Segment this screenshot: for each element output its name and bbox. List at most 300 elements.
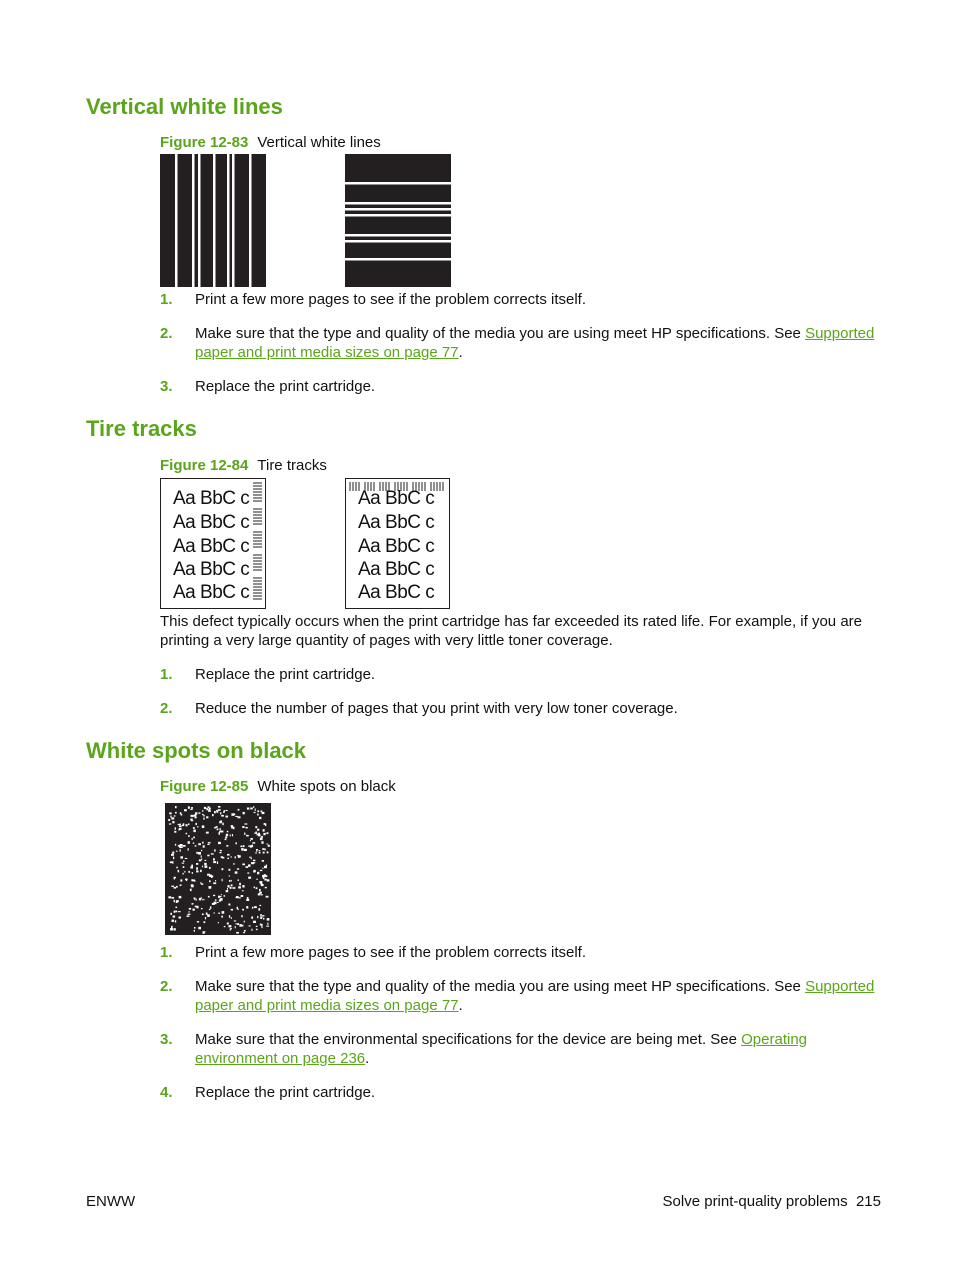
white-spot [259, 817, 261, 819]
white-spot [198, 843, 201, 845]
white-spot [248, 864, 251, 866]
figure-title: Vertical white lines [257, 134, 381, 151]
white-spot [241, 895, 244, 897]
white-spot [191, 807, 193, 809]
white-spot [213, 895, 215, 896]
white-spot [259, 889, 261, 891]
heading-tire-tracks: Tire tracks [86, 416, 197, 441]
white-spot [251, 929, 252, 931]
white-spot [266, 832, 268, 834]
white-spot [173, 852, 174, 853]
white-spot [176, 886, 178, 888]
white-spot [217, 861, 218, 864]
sample-text: Aa BbC c [173, 582, 250, 603]
white-spot [260, 918, 262, 919]
white-spot [261, 836, 263, 838]
white-spot [237, 909, 239, 910]
white-spot [265, 878, 266, 880]
white-spot [246, 899, 249, 901]
white-spot [256, 852, 257, 854]
white-spot [198, 852, 201, 855]
white-spot [180, 856, 183, 858]
tire-track-marks [252, 481, 263, 606]
white-spot [214, 827, 216, 828]
white-spot [192, 872, 193, 874]
white-spot [186, 824, 188, 826]
figure-caption-12-83 [160, 134, 381, 152]
sample-text: Aa BbC c [173, 536, 250, 557]
white-spot [191, 820, 194, 821]
white-spot [236, 897, 239, 898]
heading-vertical-white-lines: Vertical white lines [86, 94, 283, 119]
footer-right [663, 1193, 881, 1211]
white-spot [205, 865, 208, 868]
figure-title: White spots on black [257, 778, 396, 795]
white-spot [250, 840, 251, 841]
white-spot [244, 930, 246, 932]
white-spot [258, 833, 260, 836]
white-spot [202, 825, 205, 828]
white-spot [174, 887, 176, 889]
white-spot [260, 916, 262, 917]
white-spot [170, 816, 171, 818]
link-supported-paper[interactable]: Supported paper and print media sizes on page 77 [195, 325, 875, 361]
white-spot [206, 816, 208, 818]
white-spot [214, 849, 215, 851]
white-spot [209, 909, 211, 910]
white-spot [221, 815, 224, 817]
list-item: 1. Print a few more pages to see if the problem corrects itself. [160, 291, 587, 308]
white-spot [259, 905, 261, 906]
white-spot [211, 876, 212, 878]
white-spot [175, 920, 176, 922]
white-spot [259, 850, 261, 851]
white-spot [204, 807, 206, 809]
white-spot [260, 870, 262, 871]
white-spot [261, 924, 263, 926]
white-spot [168, 896, 171, 898]
white-spot [212, 814, 214, 816]
white-spot [267, 879, 270, 881]
white-spot [179, 846, 181, 848]
white-spot [201, 883, 203, 884]
white-spot [267, 843, 268, 844]
sample-text: Aa BbC c [173, 559, 250, 580]
white-spot [236, 842, 237, 844]
white-spot [227, 923, 229, 925]
list-item: 1. Replace the print cartridge. [160, 666, 376, 683]
link-supported-paper[interactable]: Supported paper and print media sizes on page 77 [195, 978, 875, 1014]
white-spot [201, 855, 202, 857]
white-spot [183, 873, 184, 875]
white-spot [258, 893, 261, 895]
white-spot [219, 821, 222, 823]
white-spot [238, 886, 241, 888]
white-spot [222, 868, 224, 870]
white-spot [196, 899, 197, 901]
sample-text: Aa BbC c [173, 488, 250, 509]
white-spot [260, 923, 261, 925]
white-spot [229, 915, 230, 918]
heading-white-spots-on-black: White spots on black [86, 738, 307, 763]
white-spot [208, 806, 210, 808]
white-spot [243, 932, 245, 933]
white-spot [262, 812, 265, 814]
white-spot [257, 810, 259, 812]
white-spot [218, 806, 220, 808]
white-spot [196, 863, 198, 865]
white-spot [267, 923, 268, 925]
white-spot [263, 852, 265, 854]
white-spot [221, 894, 222, 895]
white-spot [207, 914, 210, 917]
white-spot [239, 883, 241, 886]
white-spot [226, 890, 229, 892]
white-spot [175, 812, 177, 814]
white-spot [233, 863, 235, 864]
white-spot [250, 845, 252, 847]
white-spot [223, 812, 225, 813]
white-spot [191, 879, 193, 881]
white-spot [256, 879, 258, 880]
white-spot [204, 921, 206, 923]
white-spot [215, 880, 216, 881]
white-spot [238, 897, 241, 898]
white-spot [258, 908, 260, 910]
white-spot [202, 914, 204, 916]
white-spot [169, 823, 171, 824]
white-spot [188, 911, 190, 912]
white-spot [174, 815, 176, 816]
white-spot [263, 829, 265, 831]
white-spot [224, 810, 226, 811]
white-spot [227, 854, 230, 856]
white-spot [182, 863, 184, 864]
white-spot [188, 848, 189, 850]
white-spot [188, 806, 190, 808]
white-spot [253, 860, 256, 862]
white-spot [251, 916, 253, 918]
white-spot [253, 806, 254, 808]
white-spot [183, 861, 185, 862]
white-spot [257, 916, 258, 918]
white-spot [229, 875, 230, 876]
white-spot [227, 888, 228, 890]
figure-caption-12-85 [160, 778, 396, 796]
horizontal-lines-sample-image [345, 154, 451, 287]
white-spot [257, 829, 259, 831]
white-spot [236, 923, 237, 925]
white-spot [249, 925, 251, 926]
white-spot [238, 880, 240, 881]
white-spot [254, 906, 256, 908]
white-spot [176, 911, 178, 913]
white-spot [194, 927, 196, 929]
white-spot [241, 925, 244, 927]
white-spot [201, 908, 203, 909]
link-operating-environment[interactable]: Operating environment on page 236 [195, 1031, 808, 1067]
white-spot [172, 920, 175, 922]
white-spot [256, 926, 258, 927]
white-spot [245, 823, 248, 824]
white-spot [194, 814, 197, 816]
white-spot [174, 877, 176, 878]
white-spot [208, 809, 210, 811]
page-number: 215 [855, 1193, 881, 1210]
white-spot [240, 846, 242, 848]
white-spot [211, 853, 214, 854]
white-spot [196, 870, 199, 872]
white-spot [230, 880, 231, 882]
white-spot [244, 833, 245, 835]
white-spot [230, 887, 232, 889]
white-spot [188, 914, 191, 915]
white-spot [242, 826, 244, 828]
white-spot [227, 831, 229, 833]
list-item: 3. Replace the print cartridge. [160, 378, 376, 395]
white-spot [206, 808, 208, 810]
white-spot [184, 871, 185, 873]
list-item: 2. Make sure that the type and quality of the media you are using meet HP specifications. See Supported paper and print media sizes on page 77. [160, 978, 875, 1014]
footer-section-title: Solve print-quality problems [662, 1193, 848, 1210]
white-spot [175, 806, 177, 808]
list-item: 3. Make sure that the environmental specifications for the device are being met. See Operating environment on page 236. [160, 1031, 808, 1067]
white-spot [252, 842, 255, 843]
white-spot [266, 896, 269, 898]
white-spot [220, 812, 221, 814]
white-spot [171, 886, 174, 887]
figure-number: Figure 12-84 [160, 457, 249, 474]
white-spot [180, 824, 181, 826]
white-spot [194, 930, 195, 932]
white-spot [218, 809, 221, 811]
white-spot [243, 812, 245, 814]
white-spot [173, 916, 176, 918]
white-spot [213, 882, 216, 884]
white-spot [262, 868, 263, 869]
white-spot [220, 852, 222, 853]
white-spot [250, 808, 253, 810]
figure-caption-12-84 [160, 457, 327, 475]
white-spot [198, 927, 201, 930]
white-spot [251, 858, 252, 859]
white-spot [189, 908, 191, 910]
figure-number: Figure 12-83 [160, 134, 249, 151]
white-spot [214, 912, 215, 913]
white-spot [172, 821, 174, 823]
white-spot [255, 809, 256, 812]
white-spot [230, 834, 231, 836]
white-spot [174, 911, 176, 913]
white-spot [196, 852, 198, 854]
white-spot [188, 835, 190, 837]
white-spot [222, 857, 224, 859]
white-spot [185, 879, 188, 880]
white-spot [195, 845, 197, 846]
white-spot [245, 827, 247, 828]
white-spot [231, 825, 233, 827]
tire-tracks-sample-vertical [160, 478, 266, 609]
white-spot [190, 819, 192, 821]
white-spot [196, 906, 198, 909]
white-spot [192, 838, 193, 840]
white-spot [235, 871, 238, 873]
vertical-lines-sample-image [160, 154, 266, 287]
white-spot [176, 901, 178, 903]
white-spot [208, 842, 211, 843]
white-spot [233, 827, 235, 830]
white-spot [247, 808, 250, 810]
white-spot [256, 831, 257, 832]
white-spot [266, 926, 269, 927]
white-spot [257, 872, 259, 875]
white-spot [172, 897, 175, 899]
white-spot [202, 866, 203, 868]
white-spot [190, 866, 193, 868]
white-spot [230, 928, 232, 929]
white-spot [221, 831, 224, 833]
white-spot [260, 914, 262, 916]
white-spot [183, 845, 186, 847]
white-spot [171, 817, 174, 819]
white-spot [203, 845, 205, 847]
white-spot [202, 899, 204, 900]
white-spot [207, 855, 209, 857]
white-spot [180, 885, 182, 887]
white-spot [214, 811, 216, 813]
white-spot [188, 841, 190, 844]
white-spot [231, 884, 233, 886]
white-spot [229, 880, 230, 882]
white-spot [180, 849, 181, 852]
white-spot [186, 833, 188, 835]
white-spot [229, 925, 232, 927]
white-spot [226, 810, 228, 811]
white-spot [234, 920, 236, 921]
white-spot [191, 885, 194, 887]
white-spot [183, 866, 185, 868]
white-spot [171, 854, 174, 856]
white-spot [190, 889, 192, 892]
white-spot [222, 823, 223, 826]
white-spot [171, 926, 173, 928]
white-spot [226, 816, 229, 818]
white-spot [265, 824, 266, 827]
white-spot [255, 826, 257, 828]
white-spot [264, 866, 267, 868]
white-spot [169, 812, 172, 814]
white-spot [202, 810, 204, 811]
white-spot [222, 911, 225, 914]
white-spot [203, 815, 204, 817]
white-spot [199, 898, 201, 901]
paragraph-tire-tracks-description: This defect typically occurs when the print cartridge has far exceeded its rated life. For example, if you are printing a very large quantity of pages with very little toner coverage. [160, 613, 862, 649]
white-spot [170, 861, 172, 863]
white-spot [261, 811, 263, 813]
figure-title: Tire tracks [257, 457, 327, 474]
white-spot [210, 906, 212, 908]
white-spot [218, 922, 219, 923]
white-spot [264, 849, 265, 851]
white-spot [207, 844, 209, 845]
white-spot [175, 844, 176, 846]
white-spot [243, 845, 245, 847]
white-spot [262, 915, 265, 916]
white-spot [262, 860, 264, 862]
white-spot [246, 906, 248, 908]
white-spot [216, 810, 218, 811]
white-spot [243, 848, 244, 849]
white-spot [209, 867, 211, 869]
sample-text: Aa BbC c [358, 536, 435, 557]
white-spot [209, 880, 211, 882]
white-spot [181, 847, 183, 848]
white-spot [262, 848, 264, 850]
white-spot [206, 832, 209, 834]
white-spot [263, 833, 265, 835]
white-spot [173, 857, 174, 860]
white-spot [198, 812, 200, 813]
white-spot [218, 896, 220, 898]
white-spot [179, 825, 182, 827]
white-spot [196, 823, 198, 825]
white-spot [220, 828, 221, 831]
white-spot [219, 832, 221, 835]
white-spot [196, 867, 198, 869]
white-spot [254, 812, 256, 813]
white-spot [201, 850, 202, 851]
white-spot [193, 830, 195, 833]
white-spot [231, 813, 234, 816]
white-spot [236, 932, 239, 934]
white-spot [174, 831, 176, 833]
white-spot [268, 845, 270, 847]
white-spot [267, 852, 269, 854]
white-spot [201, 859, 202, 860]
white-spot [239, 855, 241, 856]
white-spot [250, 838, 253, 840]
white-spot [219, 900, 221, 902]
white-spot [261, 926, 262, 928]
white-spot [227, 858, 229, 859]
white-spot [247, 873, 249, 874]
white-spot [217, 902, 219, 903]
white-spot [261, 884, 264, 886]
white-spot [218, 842, 221, 844]
white-spot [179, 829, 180, 831]
figure-number: Figure 12-85 [160, 778, 249, 795]
white-spot [263, 918, 265, 920]
white-spot [218, 913, 220, 914]
white-spot [172, 861, 174, 863]
white-spot [253, 870, 255, 872]
white-spot [256, 849, 257, 852]
white-spot [261, 894, 263, 895]
white-spot [256, 929, 258, 931]
white-spot [213, 858, 215, 860]
white-spot [235, 856, 236, 858]
white-spot [178, 824, 180, 825]
sample-text: Aa BbC c [358, 582, 435, 603]
list-item: 2. Make sure that the type and quality of the media you are using meet HP specifications. See Supported paper and print media sizes on page 77. [160, 325, 875, 361]
white-spot [266, 875, 268, 877]
white-spot [184, 809, 187, 811]
white-spot [195, 817, 197, 819]
white-spot [231, 917, 232, 919]
white-spot [215, 899, 217, 900]
white-spot [185, 858, 187, 859]
white-spot [222, 879, 223, 882]
